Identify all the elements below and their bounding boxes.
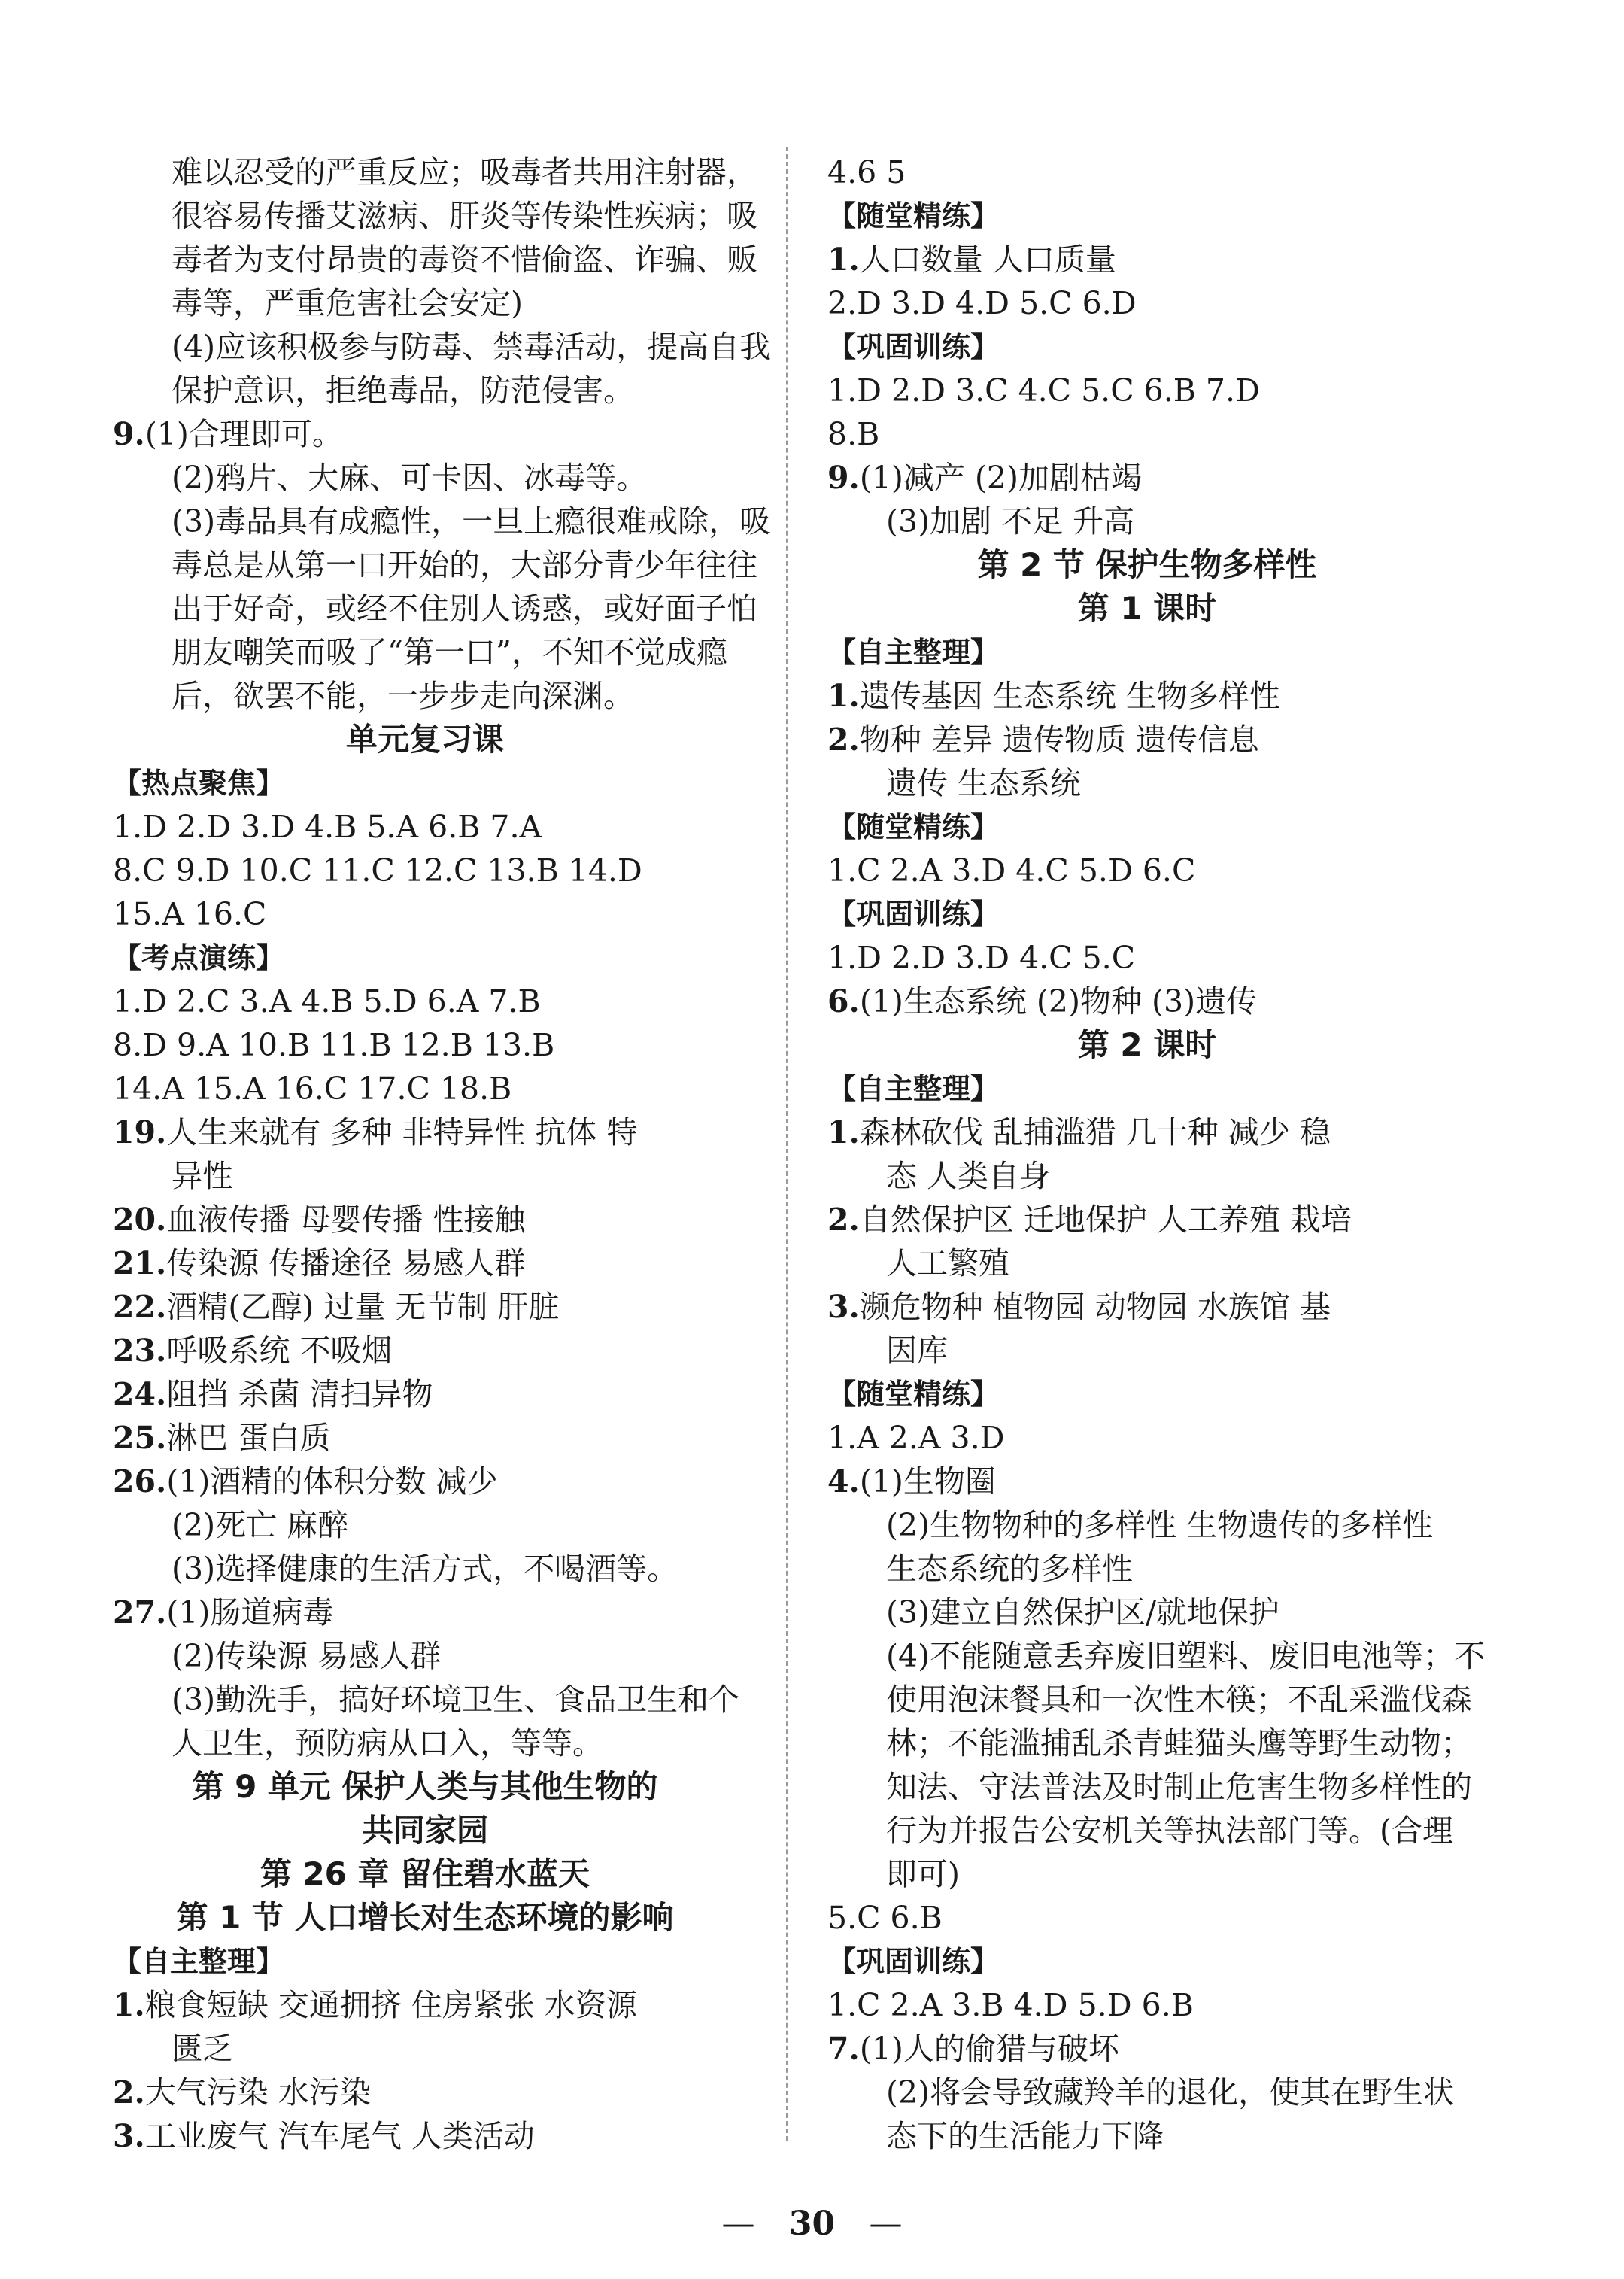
answer-line [113, 1416, 737, 1460]
section-heading: 单元复习课 [345, 721, 504, 758]
question-number: 25. [113, 1420, 167, 1456]
answer-text: (1)人的偷猎与破坏 [859, 2031, 1119, 2067]
answer-text: 濒危物种 植物园 动物园 水族馆 基 [859, 1289, 1331, 1325]
answer-line [113, 281, 737, 325]
question-number: 1. [827, 678, 860, 714]
subsection-label: 【巩固训练】 [827, 898, 1000, 931]
answer-line [827, 718, 1467, 761]
answer-text: (1)生物圈 [859, 1463, 996, 1500]
answer-line [113, 631, 737, 674]
answer-text: (3)勤洗手，搞好环境卫生、食品卫生和个 [172, 1682, 740, 1718]
answer-text: 工业废气 汽车尾气 人类活动 [144, 2118, 535, 2154]
answer-line [827, 369, 1467, 412]
question-number: 2. [827, 1202, 860, 1238]
answer-line [827, 238, 1467, 281]
answer-text: 态下的生活能力下降 [886, 2118, 1164, 2154]
question-number: 26. [113, 1463, 167, 1500]
answer-text: 异性 [172, 1158, 233, 1194]
answer-line [113, 1154, 737, 1198]
answer-text: 行为并报告公安机关等执法部门等。(合理 [886, 1813, 1453, 1849]
question-number: 3. [827, 1289, 860, 1325]
column-divider [786, 147, 788, 2141]
subsection-label: 【自主整理】 [827, 1072, 1000, 1105]
answer-line [827, 1503, 1467, 1547]
answer-text: 呼吸系统 不吸烟 [166, 1332, 393, 1369]
answer-text: 人卫生，预防病从口入，等等。 [172, 1725, 603, 1761]
answer-line [827, 1111, 1467, 1154]
answer-text: 朋友嘲笑而吸了“第一口”，不知不觉成瘾 [172, 634, 727, 670]
answer-line [827, 1678, 1472, 1721]
answer-text: 1.A 2.A 3.D [827, 1420, 1005, 1456]
section-heading: 第 2 节 保护生物多样性 [977, 546, 1317, 583]
question-number: 24. [113, 1376, 167, 1412]
answer-text: 森林砍伐 乱捕滥猎 几十种 减少 稳 [859, 1114, 1331, 1150]
answer-text: (1)肠道病毒 [166, 1594, 334, 1630]
answer-text: 人口数量 人口质量 [859, 242, 1116, 278]
question-number: 9. [827, 460, 860, 496]
answer-line [827, 936, 1467, 980]
answer-line [113, 1678, 740, 1721]
answer-line [113, 980, 737, 1023]
subsection-label: 【自主整理】 [113, 1945, 285, 1978]
right-column [827, 150, 1486, 2158]
answer-line [113, 1983, 737, 2027]
answer-line [113, 1460, 737, 1503]
answer-line [827, 980, 1467, 1023]
answer-text: 使用泡沫餐具和一次性木筷；不乱采滥伐森 [886, 1682, 1472, 1718]
answer-text: 遗传 生态系统 [886, 765, 1082, 801]
page-footer [0, 2205, 1624, 2243]
answer-line [113, 2027, 737, 2071]
answer-text: (4)不能随意丢弃废旧塑料、废旧电池等；不 [886, 1638, 1486, 1674]
answer-line [827, 1154, 1467, 1198]
answer-text: 人生来就有 多种 非特异性 抗体 特 [166, 1114, 638, 1150]
answer-text: (1)酒精的体积分数 减少 [166, 1463, 498, 1500]
answer-text: 人工繁殖 [886, 1245, 1009, 1281]
answer-line [827, 456, 1467, 500]
answer-line [827, 150, 1467, 194]
answer-text: (2)传染源 易感人群 [172, 1638, 442, 1674]
answer-line [113, 2114, 737, 2158]
answer-text: (2)鸦片、大麻、可卡因、冰毒等。 [172, 460, 648, 496]
answer-text: (3)建立自然保护区/就地保护 [886, 1594, 1279, 1630]
answer-line [113, 1329, 737, 1372]
answer-text: 粮食短缺 交通拥挤 住房紧张 水资源 [144, 1987, 637, 2023]
question-number: 9. [113, 416, 145, 452]
question-number: 22. [113, 1289, 167, 1325]
question-number: 27. [113, 1594, 167, 1630]
answer-text: 知法、守法普法及时制止危害生物多样性的 [886, 1769, 1472, 1805]
answer-text: 4.6 5 [827, 154, 906, 190]
question-number: 3. [113, 2118, 145, 2154]
answer-line [113, 325, 771, 369]
answer-line [113, 150, 757, 194]
answer-text: 很容易传播艾滋病、肝炎等传染性疾病；吸 [172, 198, 757, 234]
subsection-label: 【考点演练】 [113, 941, 285, 974]
page-number: 30 [788, 2205, 836, 2243]
answer-line [113, 1067, 737, 1111]
answer-text: 传染源 传播途径 易感人群 [166, 1245, 526, 1281]
answer-text: (3)加剧 不足 升高 [886, 503, 1135, 539]
answer-text: 生态系统的多样性 [886, 1551, 1133, 1587]
question-number: 2. [113, 2074, 145, 2110]
answer-line [113, 1111, 737, 1154]
answer-line [113, 1591, 737, 1634]
subsection-label: 【热点聚焦】 [113, 767, 285, 800]
answer-line [827, 2114, 1467, 2158]
answer-line [113, 194, 757, 238]
section-heading: 共同家园 [361, 1812, 488, 1849]
question-number: 20. [113, 1202, 167, 1238]
answer-line [827, 1983, 1467, 2027]
answer-text: 保护意识，拒绝毒品，防范侵害。 [172, 372, 634, 409]
answer-line [113, 892, 737, 936]
answer-text: (1)减产 (2)加剧枯竭 [859, 460, 1142, 496]
section-heading: 第 1 课时 [1077, 590, 1217, 627]
answer-text: 淋巴 蛋白质 [166, 1420, 331, 1456]
answer-line [113, 674, 737, 718]
footer-dash-left: — [721, 2205, 755, 2243]
subsection-label: 【巩固训练】 [827, 1945, 1000, 1978]
answer-line [827, 2071, 1467, 2114]
answer-text: 后，欲罢不能，一步步走向深渊。 [172, 678, 634, 714]
answer-line [113, 1634, 737, 1678]
answer-text: 8.C 9.D 10.C 11.C 12.C 13.B 14.D [113, 852, 642, 889]
answer-line [113, 1372, 737, 1416]
answer-text: 出于好奇，或经不住别人诱惑，或好面子怕 [172, 591, 757, 627]
answer-line [827, 1547, 1467, 1591]
answer-text: 自然保护区 迁地保护 人工养殖 栽培 [859, 1202, 1352, 1238]
left-column [113, 150, 771, 2158]
answer-line [827, 1198, 1467, 1241]
question-number: 19. [113, 1114, 167, 1150]
question-number: 1. [827, 1114, 860, 1150]
answer-text: 因库 [886, 1332, 948, 1369]
answer-line [827, 2027, 1467, 2071]
answer-line [827, 1721, 1472, 1765]
question-number: 1. [827, 242, 860, 278]
subsection-label: 【自主整理】 [827, 636, 1000, 669]
answer-text: (2)生物物种的多样性 生物遗传的多样性 [886, 1507, 1434, 1543]
answer-text: 毒总是从第一口开始的，大部分青少年往往 [172, 547, 757, 583]
answer-text: 匮乏 [172, 2031, 233, 2067]
answer-text: 1.D 2.D 3.D 4.C 5.C [827, 940, 1136, 976]
section-heading: 第 2 课时 [1077, 1026, 1217, 1063]
answer-text: 14.A 15.A 16.C 17.C 18.B [113, 1071, 512, 1107]
answer-line [113, 412, 737, 456]
answer-text: (1)生态系统 (2)物种 (3)遗传 [859, 983, 1258, 1019]
question-number: 7. [827, 2031, 860, 2067]
answer-line [827, 1634, 1486, 1678]
answer-line [827, 1591, 1467, 1634]
answer-text: 1.C 2.A 3.D 4.C 5.D 6.C [827, 852, 1196, 889]
answer-text: 8.D 9.A 10.B 11.B 12.B 13.B [113, 1027, 555, 1063]
answer-text: 15.A 16.C [113, 896, 267, 932]
answer-text: 毒者为支付昂贵的毒资不惜偷盗、诈骗、贩 [172, 242, 757, 278]
answer-line [827, 1285, 1467, 1329]
answer-line [827, 1416, 1467, 1460]
answer-line [827, 412, 1467, 456]
answer-text: 1.C 2.A 3.B 4.D 5.D 6.B [827, 1987, 1194, 2023]
answer-line [113, 2071, 737, 2114]
answer-line [827, 674, 1467, 718]
answer-line [113, 238, 757, 281]
question-number: 21. [113, 1245, 167, 1281]
answer-text: 酒精(乙醇) 过量 无节制 肝脏 [166, 1289, 560, 1325]
subsection-label: 【随堂精练】 [827, 199, 1000, 232]
answer-text: 即可) [886, 1856, 960, 1892]
answer-line [113, 543, 757, 587]
subsection-label: 【随堂精练】 [827, 810, 1000, 843]
section-heading: 第 9 单元 保护人类与其他生物的 [192, 1768, 658, 1805]
answer-line [113, 369, 737, 412]
answer-text: 2.D 3.D 4.D 5.C 6.D [827, 285, 1137, 321]
answer-text: 阻挡 杀菌 清扫异物 [166, 1376, 433, 1412]
answer-text: (2)死亡 麻醉 [172, 1507, 349, 1543]
answer-line [827, 281, 1467, 325]
answer-text: 毒等，严重危害社会安定) [172, 285, 523, 321]
answer-text: 1.D 2.D 3.D 4.B 5.A 6.B 7.A [113, 809, 542, 845]
answer-line [113, 1285, 737, 1329]
answer-line [827, 761, 1467, 805]
answer-text: 8.B [827, 416, 880, 452]
answer-line [827, 1329, 1467, 1372]
answer-line [827, 1852, 1467, 1896]
answer-line [113, 1721, 737, 1765]
answer-line [827, 1765, 1472, 1809]
answer-line [113, 1503, 737, 1547]
answer-text: 难以忍受的严重反应；吸毒者共用注射器， [172, 154, 757, 190]
answer-line [827, 849, 1467, 892]
answer-line [113, 849, 737, 892]
answer-text: 态 人类自身 [886, 1158, 1051, 1194]
subsection-label: 【随堂精练】 [827, 1378, 1000, 1411]
answer-line [827, 1241, 1467, 1285]
question-number: 23. [113, 1332, 167, 1369]
answer-text: 林；不能滥捕乱杀青蛙猫头鹰等野生动物； [886, 1725, 1472, 1761]
answer-text: 大气污染 水污染 [144, 2074, 371, 2110]
answer-text: 血液传播 母婴传播 性接触 [166, 1202, 526, 1238]
answer-line [827, 1896, 1467, 1940]
footer-dash-right: — [869, 2205, 903, 2243]
answer-text: 5.C 6.B [827, 1900, 943, 1936]
answer-text: (2)将会导致藏羚羊的退化，使其在野生状 [886, 2074, 1455, 2110]
answer-line [113, 1241, 737, 1285]
answer-line [113, 1198, 737, 1241]
section-heading: 第 1 节 人口增长对生态环境的影响 [176, 1899, 674, 1936]
answer-text: (3)毒品具有成瘾性，一旦上瘾很难戒除，吸 [172, 503, 771, 539]
question-number: 2. [827, 722, 860, 758]
answer-text: 遗传基因 生态系统 生物多样性 [859, 678, 1280, 714]
answer-line [113, 1023, 737, 1067]
question-number: 4. [827, 1463, 860, 1500]
answer-line [827, 1460, 1467, 1503]
answer-text: 1.D 2.D 3.C 4.C 5.C 6.B 7.D [827, 372, 1260, 409]
question-number: 6. [827, 983, 860, 1019]
answer-line [113, 1547, 737, 1591]
answer-line [113, 500, 771, 543]
section-heading: 第 26 章 留住碧水蓝天 [260, 1855, 590, 1892]
answer-text: (3)选择健康的生活方式，不喝酒等。 [172, 1551, 678, 1587]
answer-text: 物种 差异 遗传物质 遗传信息 [859, 722, 1259, 758]
answer-text: 1.D 2.C 3.A 4.B 5.D 6.A 7.B [113, 983, 541, 1019]
answer-line [113, 805, 737, 849]
subsection-label: 【巩固训练】 [827, 330, 1000, 363]
answer-text: (1)合理即可。 [144, 416, 343, 452]
question-number: 1. [113, 1987, 145, 2023]
answer-line [113, 456, 737, 500]
answer-text: (4)应该积极参与防毒、禁毒活动，提高自我 [172, 329, 771, 365]
answer-line [827, 1809, 1467, 1852]
answer-line [113, 587, 757, 631]
answer-line [827, 500, 1467, 543]
